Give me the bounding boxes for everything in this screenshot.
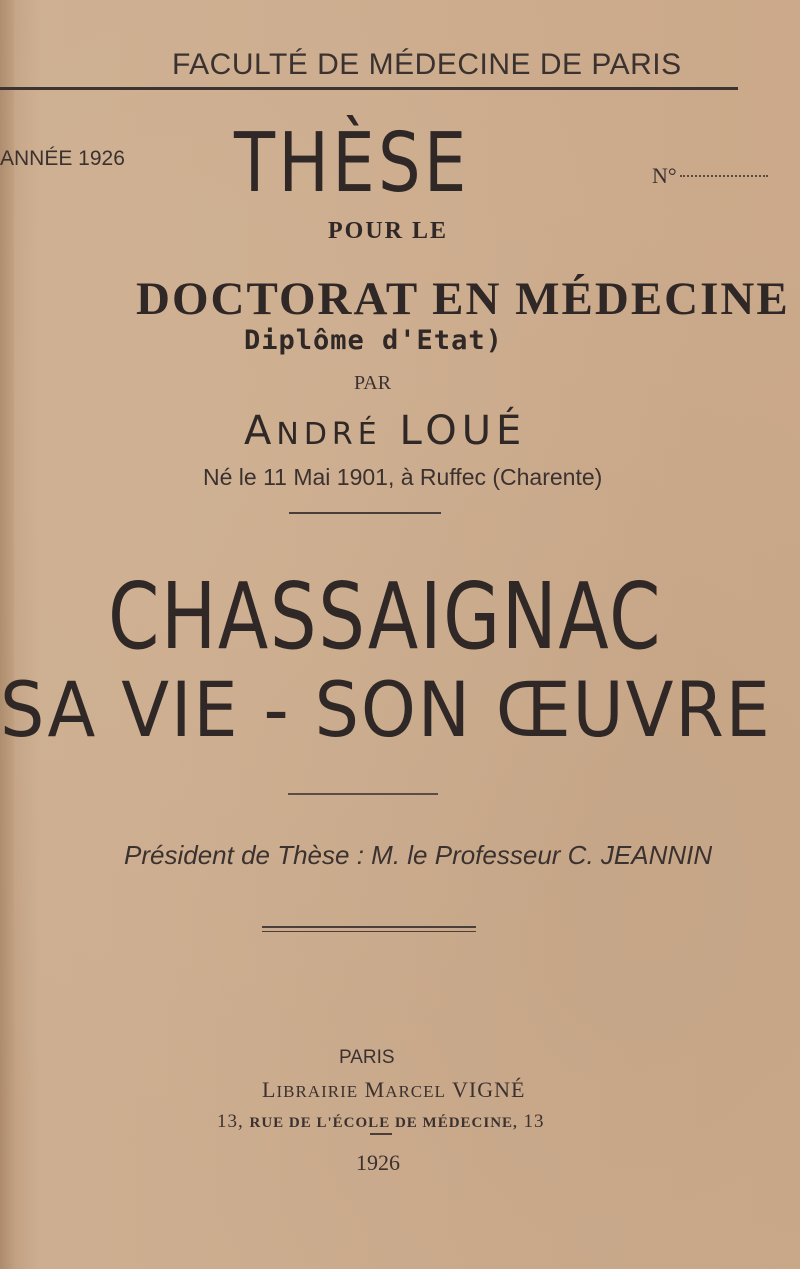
publication-year: 1926 xyxy=(356,1150,400,1175)
publisher-word3: VIGNÉ xyxy=(452,1077,526,1102)
author-birth-info: Né le 11 Mai 1901, à Ruffec (Charente) xyxy=(203,464,603,490)
diplome-subheading: Diplôme d'Etat) xyxy=(244,325,503,356)
author-last-name: LOUÉ xyxy=(399,408,527,454)
pour-le-text: POUR LE xyxy=(328,218,449,244)
jury-president xyxy=(124,840,712,871)
year-label: ANNÉE 1926 xyxy=(0,147,125,170)
publisher-word1-rest: IBRAIRIE xyxy=(276,1082,359,1101)
subject-subtitle: SA VIE - SON ŒUVRE xyxy=(0,665,772,754)
publisher-word2-initial: M xyxy=(364,1077,386,1102)
publisher-city: PARIS xyxy=(339,1047,395,1068)
doctorat-heading: DOCTORAT EN MÉDECINE xyxy=(136,273,790,325)
address-number: 13, xyxy=(217,1111,244,1132)
author-name xyxy=(244,408,526,454)
double-rule-bottom xyxy=(262,931,476,932)
publisher-word1-initial: L xyxy=(262,1077,277,1102)
author-first-rest: NDRÉ xyxy=(276,417,382,452)
header-rule xyxy=(0,87,738,90)
these-title: THÈSE xyxy=(234,116,470,211)
jury-label: Président de Thèse : xyxy=(124,840,364,870)
subject-name: CHASSAIGNAC xyxy=(108,563,663,670)
divider-rule xyxy=(289,512,441,514)
address-street: RUE DE L'ÉCOLE DE MÉDECINE, xyxy=(249,1115,518,1131)
address-end-number: 13 xyxy=(523,1111,545,1132)
author-first-initial: A xyxy=(244,408,277,454)
number-label: N° xyxy=(652,163,677,188)
publisher-address xyxy=(217,1111,545,1133)
divider-rule xyxy=(288,793,438,795)
number-dotted-line xyxy=(680,175,768,177)
publisher-word2-rest: ARCEL xyxy=(385,1082,446,1101)
faculty-heading: FACULTÉ DE MÉDECINE DE PARIS xyxy=(172,48,682,81)
page-edge-shadow xyxy=(0,0,14,1269)
publisher-name xyxy=(262,1077,525,1103)
short-dash xyxy=(370,1133,392,1135)
par-text: PAR xyxy=(354,372,392,394)
double-rule-top xyxy=(262,926,476,928)
jury-name: M. le Professeur C. JEANNIN xyxy=(371,840,713,870)
